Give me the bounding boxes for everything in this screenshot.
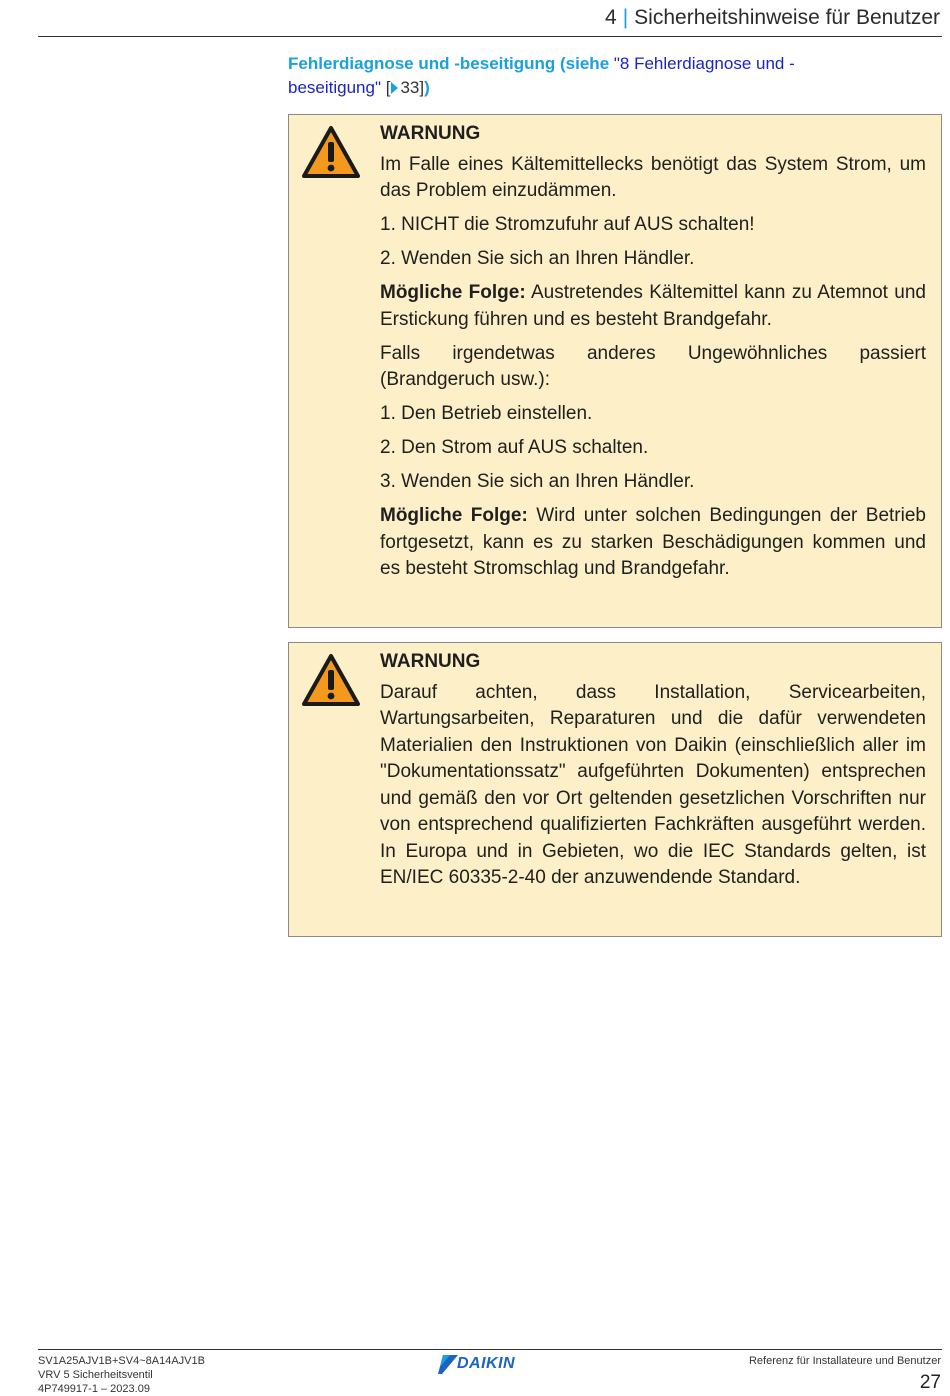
daikin-logo [437, 1353, 543, 1375]
ref-open: [ [381, 78, 391, 97]
footer-doc-info [38, 1354, 205, 1396]
consequence-text: Austretendes Kältemittel kann zu Atemnot und Erstickung führen und es besteht Brandgefahr. [380, 282, 926, 330]
chapter-title: Sicherheitshinweise für Benutzer [634, 6, 940, 29]
warning-triangle-icon [301, 653, 361, 707]
chapter-number: 4 [605, 6, 617, 29]
logo-wordmark: DAIKIN [457, 1355, 516, 1372]
footer-divider [38, 1349, 942, 1350]
warning-triangle-icon [301, 125, 361, 179]
consequence-label: Mögliche Folge: [380, 505, 528, 526]
page-number: 27 [919, 1372, 941, 1393]
daikin-logo-icon [437, 1353, 459, 1375]
header-separator: | [622, 6, 629, 29]
warning-consequence-1 [380, 280, 926, 333]
cross-reference-link[interactable]: "8 Fehlerdiagnose und -beseitigung" [288, 54, 795, 97]
footer-model: SV1A25AJV1B+SV4~8A14AJV1B [38, 1355, 205, 1367]
warning-content-1 [380, 121, 926, 590]
section-heading-close: ) [424, 78, 430, 97]
warning-else-step-2: 2. Den Strom auf AUS schalten. [380, 437, 649, 458]
section-heading [288, 52, 818, 100]
warning-content-2 [380, 649, 926, 899]
ref-page: 33] [400, 78, 425, 97]
section-heading-text: Fehlerdiagnose und -beseitigung (siehe [288, 54, 614, 73]
warning-title: WARNUNG [380, 123, 481, 144]
page-header [605, 6, 940, 30]
header-divider [38, 36, 942, 37]
warning-box-1 [288, 114, 942, 628]
warning-consequence-2 [380, 503, 926, 583]
warning-step-1: 1. NICHT die Stromzufuhr auf AUS schalten! [380, 214, 755, 235]
warning-box-2 [288, 642, 942, 937]
footer-doc-code: 4P749917-1 – 2023.09 [38, 1383, 150, 1395]
warning-else-step-3: 3. Wenden Sie sich an Ihren Händler. [380, 471, 695, 492]
consequence-text: Wird unter solchen Bedingungen der Betrieb fortgesetzt, kann es zu starken Beschädigungen kommen und es besteht Stromschlag und Brandgefahr. [380, 505, 926, 579]
warning-intro: Im Falle eines Kältemittellecks benötigt das System Strom, um das Problem einzudämmen. [380, 153, 926, 201]
warning-step-2: 2. Wenden Sie sich an Ihren Händler. [380, 248, 695, 269]
consequence-label: Mögliche Folge: [380, 282, 526, 303]
footer-product: VRV 5 Sicherheitsventil [38, 1369, 153, 1381]
page-arrow-icon [391, 82, 398, 94]
page-reference[interactable] [381, 78, 424, 97]
warning-title: WARNUNG [380, 651, 481, 672]
warning-else-intro: Falls irgendetwas anderes Ungewöhnliches passiert (Brandgeruch usw.): [380, 342, 926, 390]
footer-reference-title: Referenz für Installateure und Benutzer [748, 1355, 941, 1367]
warning-text: Darauf achten, dass Installation, Servicearbeiten, Wartungsarbeiten, Reparaturen und die dafür verwendeten Materialien den Instruktionen von Daikin (einschließlich aller im "Dokumentationssatz" aufgeführten Dokumenten) entsprechen und gemäß den vor Ort geltenden gesetzlichen Vorschriften nur von entsprechend qualifizierten Fachkräften ausgeführt werden. In Europa und in Gebieten, wo die IEC Standards gelten, ist EN/IEC 60335-2-40 der anzuwendende Standard. [380, 681, 926, 888]
warning-else-step-1: 1. Den Betrieb einstellen. [380, 403, 593, 424]
footer-reference [749, 1354, 941, 1395]
